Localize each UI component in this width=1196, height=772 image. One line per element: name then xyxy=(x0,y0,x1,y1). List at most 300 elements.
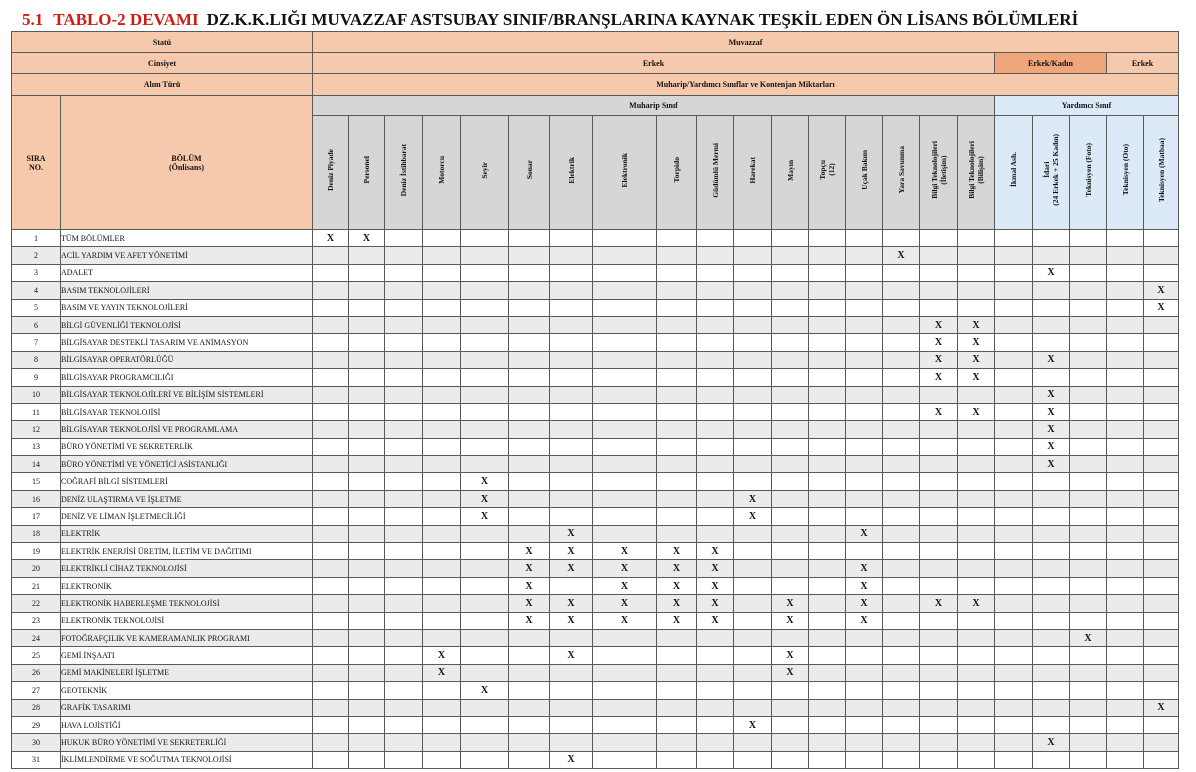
table-cell xyxy=(349,577,385,594)
table-cell xyxy=(920,612,958,629)
table-cell xyxy=(657,351,697,368)
table-cell xyxy=(461,247,509,264)
table-cell xyxy=(593,734,657,751)
table-row xyxy=(12,699,1179,716)
table-cell xyxy=(697,351,734,368)
program-name: ELEKTRİKLİ CİHAZ TEKNOLOJİSİ xyxy=(61,560,313,577)
table-cell xyxy=(734,386,772,403)
column-header-label: Güdümlü Mermi xyxy=(710,142,720,198)
table-cell xyxy=(809,716,846,733)
column-header xyxy=(846,116,883,230)
table-cell xyxy=(593,751,657,768)
table-cell xyxy=(1107,699,1144,716)
table-cell xyxy=(809,629,846,646)
program-name: ELEKTRİK xyxy=(61,525,313,542)
table-cell xyxy=(385,560,423,577)
table-cell xyxy=(883,438,920,455)
table-cell xyxy=(1107,456,1144,473)
table-cell xyxy=(349,508,385,525)
table-cell xyxy=(809,386,846,403)
table-cell xyxy=(809,508,846,525)
program-name: GRAFİK TASARIMI xyxy=(61,699,313,716)
table-cell xyxy=(809,682,846,699)
table-cell xyxy=(423,577,461,594)
table-cell xyxy=(734,299,772,316)
column-header xyxy=(593,116,657,230)
program-name: ELEKTRONİK TEKNOLOJİSİ xyxy=(61,612,313,629)
table-cell xyxy=(772,247,809,264)
table-cell xyxy=(1107,334,1144,351)
table-cell xyxy=(772,543,809,560)
table-cell xyxy=(809,438,846,455)
table-cell xyxy=(883,456,920,473)
table-cell xyxy=(385,316,423,333)
program-name: FOTOĞRAFÇILIK VE KAMERAMANLIK PROGRAMI xyxy=(61,629,313,646)
program-name: İKLİMLENDİRME VE SOĞUTMA TEKNOLOJİSİ xyxy=(61,751,313,768)
table-cell xyxy=(1033,473,1070,490)
table-row xyxy=(12,316,1179,333)
table-cell xyxy=(550,316,593,333)
cinsiyet-erkek-2: Erkek xyxy=(1107,53,1179,74)
table-cell xyxy=(1107,438,1144,455)
table-cell xyxy=(349,351,385,368)
table-cell xyxy=(734,438,772,455)
eligibility-mark: X xyxy=(958,403,995,420)
eligibility-mark: X xyxy=(423,664,461,681)
eligibility-mark: X xyxy=(958,595,995,612)
table-cell xyxy=(385,629,423,646)
table-cell xyxy=(1144,664,1179,681)
table-row xyxy=(12,716,1179,733)
table-cell xyxy=(461,647,509,664)
table-cell xyxy=(772,560,809,577)
table-cell xyxy=(461,230,509,247)
table-cell xyxy=(423,456,461,473)
table-cell xyxy=(995,386,1033,403)
table-cell xyxy=(313,508,349,525)
eligibility-mark: X xyxy=(920,403,958,420)
table-cell xyxy=(995,230,1033,247)
table-cell xyxy=(349,438,385,455)
row-number: 13 xyxy=(12,438,61,455)
table-cell xyxy=(349,473,385,490)
row-number: 29 xyxy=(12,716,61,733)
table-cell xyxy=(423,543,461,560)
table-cell xyxy=(772,525,809,542)
table-cell xyxy=(734,577,772,594)
row-number: 4 xyxy=(12,282,61,299)
table-cell xyxy=(995,699,1033,716)
table-cell xyxy=(1144,473,1179,490)
row-number: 16 xyxy=(12,490,61,507)
table-cell xyxy=(883,264,920,281)
eligibility-mark: X xyxy=(772,647,809,664)
table-cell xyxy=(883,299,920,316)
table-cell xyxy=(995,334,1033,351)
table-cell xyxy=(883,525,920,542)
table-cell xyxy=(1070,438,1107,455)
table-cell xyxy=(509,699,550,716)
table-cell xyxy=(349,751,385,768)
table-cell xyxy=(313,664,349,681)
table-cell xyxy=(313,734,349,751)
row-number: 31 xyxy=(12,751,61,768)
table-cell xyxy=(349,664,385,681)
table-cell xyxy=(349,299,385,316)
table-cell xyxy=(593,230,657,247)
program-name: BÜRO YÖNETİMİ VE YÖNETİCİ ASİSTANLIĞI xyxy=(61,456,313,473)
program-name: BİLGİSAYAR TEKNOLOJİLERİ VE BİLİŞİM SİSTEMLERİ xyxy=(61,386,313,403)
table-cell xyxy=(1033,369,1070,386)
table-cell xyxy=(772,473,809,490)
table-cell xyxy=(461,716,509,733)
table-cell xyxy=(1070,334,1107,351)
column-header-label: İdari (24 Erkek + 25 Kadın) xyxy=(1042,134,1060,206)
table-cell xyxy=(349,247,385,264)
intake-row xyxy=(12,74,1179,96)
table-cell xyxy=(657,716,697,733)
table-cell xyxy=(809,334,846,351)
column-header-label: Motorcu xyxy=(437,156,446,184)
table-cell xyxy=(657,247,697,264)
table-cell xyxy=(734,264,772,281)
table-cell xyxy=(593,525,657,542)
table-row xyxy=(12,751,1179,768)
table-cell xyxy=(1144,612,1179,629)
column-header xyxy=(995,116,1033,230)
table-cell xyxy=(958,508,995,525)
table-cell xyxy=(385,334,423,351)
table-cell xyxy=(809,543,846,560)
table-cell xyxy=(423,386,461,403)
table-cell xyxy=(846,230,883,247)
table-cell xyxy=(313,264,349,281)
table-cell xyxy=(461,456,509,473)
table-cell xyxy=(958,682,995,699)
table-cell xyxy=(423,282,461,299)
table-cell xyxy=(385,473,423,490)
program-name: BASIM VE YAYIN TEKNOLOJİLERİ xyxy=(61,299,313,316)
table-cell xyxy=(958,386,995,403)
table-cell xyxy=(1144,264,1179,281)
column-header xyxy=(461,116,509,230)
table-cell xyxy=(349,647,385,664)
table-cell xyxy=(958,751,995,768)
table-cell xyxy=(509,508,550,525)
table-cell xyxy=(809,421,846,438)
eligibility-mark: X xyxy=(550,595,593,612)
table-cell xyxy=(772,403,809,420)
eligibility-mark: X xyxy=(1033,386,1070,403)
table-cell xyxy=(1070,247,1107,264)
table-cell xyxy=(883,403,920,420)
table-cell xyxy=(461,734,509,751)
table-cell xyxy=(509,421,550,438)
table-cell xyxy=(995,438,1033,455)
eligibility-mark: X xyxy=(593,595,657,612)
table-cell xyxy=(1070,682,1107,699)
table-cell xyxy=(1070,282,1107,299)
table-cell xyxy=(550,682,593,699)
table-cell xyxy=(1107,577,1144,594)
table-cell xyxy=(1033,525,1070,542)
column-header-label: Seyir xyxy=(480,161,489,179)
table-cell xyxy=(772,334,809,351)
table-cell xyxy=(385,264,423,281)
table-cell xyxy=(385,508,423,525)
table-cell xyxy=(995,508,1033,525)
eligibility-mark: X xyxy=(734,490,772,507)
table-cell xyxy=(809,316,846,333)
statu-label: Statü xyxy=(12,32,313,53)
table-cell xyxy=(509,456,550,473)
row-number: 8 xyxy=(12,351,61,368)
program-name: BİLGİ GÜVENLİĞİ TEKNOLOJİSİ xyxy=(61,316,313,333)
program-name: ADALET xyxy=(61,264,313,281)
table-cell xyxy=(385,751,423,768)
table-cell xyxy=(550,473,593,490)
statu-value: Muvazzaf xyxy=(313,32,1179,53)
table-cell xyxy=(809,230,846,247)
eligibility-mark: X xyxy=(697,595,734,612)
table-row xyxy=(12,734,1179,751)
table-cell xyxy=(883,699,920,716)
table-cell xyxy=(461,386,509,403)
table-cell xyxy=(461,264,509,281)
table-cell xyxy=(995,543,1033,560)
table-cell xyxy=(995,421,1033,438)
table-cell xyxy=(995,751,1033,768)
table-cell xyxy=(657,473,697,490)
table-cell xyxy=(1107,316,1144,333)
table-cell xyxy=(1144,369,1179,386)
eligibility-mark: X xyxy=(1033,456,1070,473)
table-cell xyxy=(958,699,995,716)
table-cell xyxy=(423,473,461,490)
table-cell xyxy=(734,543,772,560)
eligibility-mark: X xyxy=(920,316,958,333)
table-cell xyxy=(883,508,920,525)
table-cell xyxy=(809,403,846,420)
table-cell xyxy=(920,456,958,473)
table-cell xyxy=(423,230,461,247)
table-cell xyxy=(509,490,550,507)
table-cell xyxy=(995,577,1033,594)
table-cell xyxy=(1070,386,1107,403)
table-cell xyxy=(593,629,657,646)
table-cell xyxy=(1107,490,1144,507)
table-cell xyxy=(509,734,550,751)
table-cell xyxy=(734,456,772,473)
table-cell xyxy=(883,421,920,438)
eligibility-mark: X xyxy=(1144,299,1179,316)
column-header xyxy=(423,116,461,230)
table-cell xyxy=(1107,543,1144,560)
eligibility-mark: X xyxy=(550,560,593,577)
table-cell xyxy=(657,734,697,751)
table-cell xyxy=(920,525,958,542)
table-cell xyxy=(657,438,697,455)
table-cell xyxy=(697,629,734,646)
eligibility-mark: X xyxy=(734,508,772,525)
table-cell xyxy=(809,647,846,664)
table-cell xyxy=(1070,473,1107,490)
column-header xyxy=(1107,116,1144,230)
table-cell xyxy=(920,751,958,768)
table-cell xyxy=(1070,421,1107,438)
eligibility-mark: X xyxy=(509,543,550,560)
eligibility-mark: X xyxy=(846,595,883,612)
table-cell xyxy=(697,282,734,299)
table-cell xyxy=(1070,716,1107,733)
table-cell xyxy=(657,647,697,664)
table-cell xyxy=(1144,508,1179,525)
table-cell xyxy=(1107,282,1144,299)
table-cell xyxy=(772,456,809,473)
table-cell xyxy=(734,230,772,247)
table-cell xyxy=(809,351,846,368)
column-header xyxy=(734,116,772,230)
table-cell xyxy=(920,282,958,299)
table-label: TABLO-2 DEVAMI xyxy=(53,10,199,29)
table-cell xyxy=(349,629,385,646)
table-cell xyxy=(734,734,772,751)
table-cell xyxy=(697,456,734,473)
table-cell xyxy=(593,264,657,281)
table-cell xyxy=(958,543,995,560)
table-cell xyxy=(313,421,349,438)
alim-turu-label: Alım Türü xyxy=(12,74,313,96)
table-cell xyxy=(1070,316,1107,333)
table-cell xyxy=(734,334,772,351)
program-name: ACİL YARDIM VE AFET YÖNETİMİ xyxy=(61,247,313,264)
table-cell xyxy=(958,438,995,455)
table-cell xyxy=(920,560,958,577)
table-cell xyxy=(697,316,734,333)
table-cell xyxy=(1070,299,1107,316)
table-cell xyxy=(385,421,423,438)
table-cell xyxy=(423,403,461,420)
table-cell xyxy=(734,525,772,542)
table-cell xyxy=(385,682,423,699)
table-cell xyxy=(958,421,995,438)
table-cell xyxy=(734,473,772,490)
eligibility-mark: X xyxy=(883,247,920,264)
table-cell xyxy=(313,525,349,542)
eligibility-mark: X xyxy=(846,577,883,594)
table-cell xyxy=(958,230,995,247)
table-cell xyxy=(385,716,423,733)
table-cell xyxy=(593,316,657,333)
table-cell xyxy=(657,629,697,646)
table-cell xyxy=(550,490,593,507)
table-cell xyxy=(349,282,385,299)
bolum-header: BÖLÜM (Önlisans) xyxy=(61,96,313,230)
table-cell xyxy=(846,543,883,560)
yardimci-header: Yardımcı Sınıf xyxy=(995,96,1179,116)
table-cell xyxy=(1070,369,1107,386)
table-cell xyxy=(809,490,846,507)
table-cell xyxy=(734,751,772,768)
table-cell xyxy=(509,351,550,368)
eligibility-mark: X xyxy=(657,612,697,629)
row-number: 5 xyxy=(12,299,61,316)
table-cell xyxy=(1107,751,1144,768)
table-row xyxy=(12,682,1179,699)
table-cell xyxy=(697,525,734,542)
table-cell xyxy=(313,682,349,699)
table-cell xyxy=(657,525,697,542)
eligibility-mark: X xyxy=(920,334,958,351)
table-row xyxy=(12,647,1179,664)
table-cell xyxy=(958,299,995,316)
table-cell xyxy=(958,647,995,664)
table-cell xyxy=(349,456,385,473)
table-row xyxy=(12,595,1179,612)
eligibility-mark: X xyxy=(550,543,593,560)
table-row xyxy=(12,577,1179,594)
table-cell xyxy=(1070,560,1107,577)
row-number: 30 xyxy=(12,734,61,751)
table-cell xyxy=(846,334,883,351)
table-cell xyxy=(349,543,385,560)
table-cell xyxy=(995,299,1033,316)
eligibility-mark: X xyxy=(1033,734,1070,751)
table-cell xyxy=(593,473,657,490)
table-cell xyxy=(550,264,593,281)
muharip-header: Muharip Sınıf xyxy=(313,96,995,116)
table-cell xyxy=(958,734,995,751)
table-cell xyxy=(1033,230,1070,247)
table-cell xyxy=(657,403,697,420)
program-name: BÜRO YÖNETİMİ VE SEKRETERLİK xyxy=(61,438,313,455)
table-cell xyxy=(1107,560,1144,577)
table-cell xyxy=(509,403,550,420)
table-cell xyxy=(734,247,772,264)
table-cell xyxy=(995,351,1033,368)
table-cell xyxy=(958,456,995,473)
row-number: 14 xyxy=(12,456,61,473)
column-header xyxy=(1033,116,1070,230)
table-cell xyxy=(550,386,593,403)
eligibility-mark: X xyxy=(697,560,734,577)
program-name: BİLGİSAYAR TEKNOLOJİSİ xyxy=(61,403,313,420)
table-cell xyxy=(734,369,772,386)
table-cell xyxy=(313,282,349,299)
program-name: BASIM TEKNOLOJİLERİ xyxy=(61,282,313,299)
row-number: 10 xyxy=(12,386,61,403)
column-header xyxy=(657,116,697,230)
table-cell xyxy=(809,612,846,629)
table-cell xyxy=(593,403,657,420)
table-cell xyxy=(461,629,509,646)
table-cell xyxy=(657,682,697,699)
table-cell xyxy=(593,664,657,681)
table-cell xyxy=(509,664,550,681)
eligibility-mark: X xyxy=(697,577,734,594)
table-cell xyxy=(1107,682,1144,699)
column-header xyxy=(509,116,550,230)
column-header xyxy=(349,116,385,230)
eligibility-mark: X xyxy=(313,230,349,247)
table-cell xyxy=(846,629,883,646)
table-cell xyxy=(920,473,958,490)
table-cell xyxy=(920,647,958,664)
table-cell xyxy=(772,490,809,507)
table-cell xyxy=(550,734,593,751)
table-cell xyxy=(423,369,461,386)
table-cell xyxy=(697,508,734,525)
